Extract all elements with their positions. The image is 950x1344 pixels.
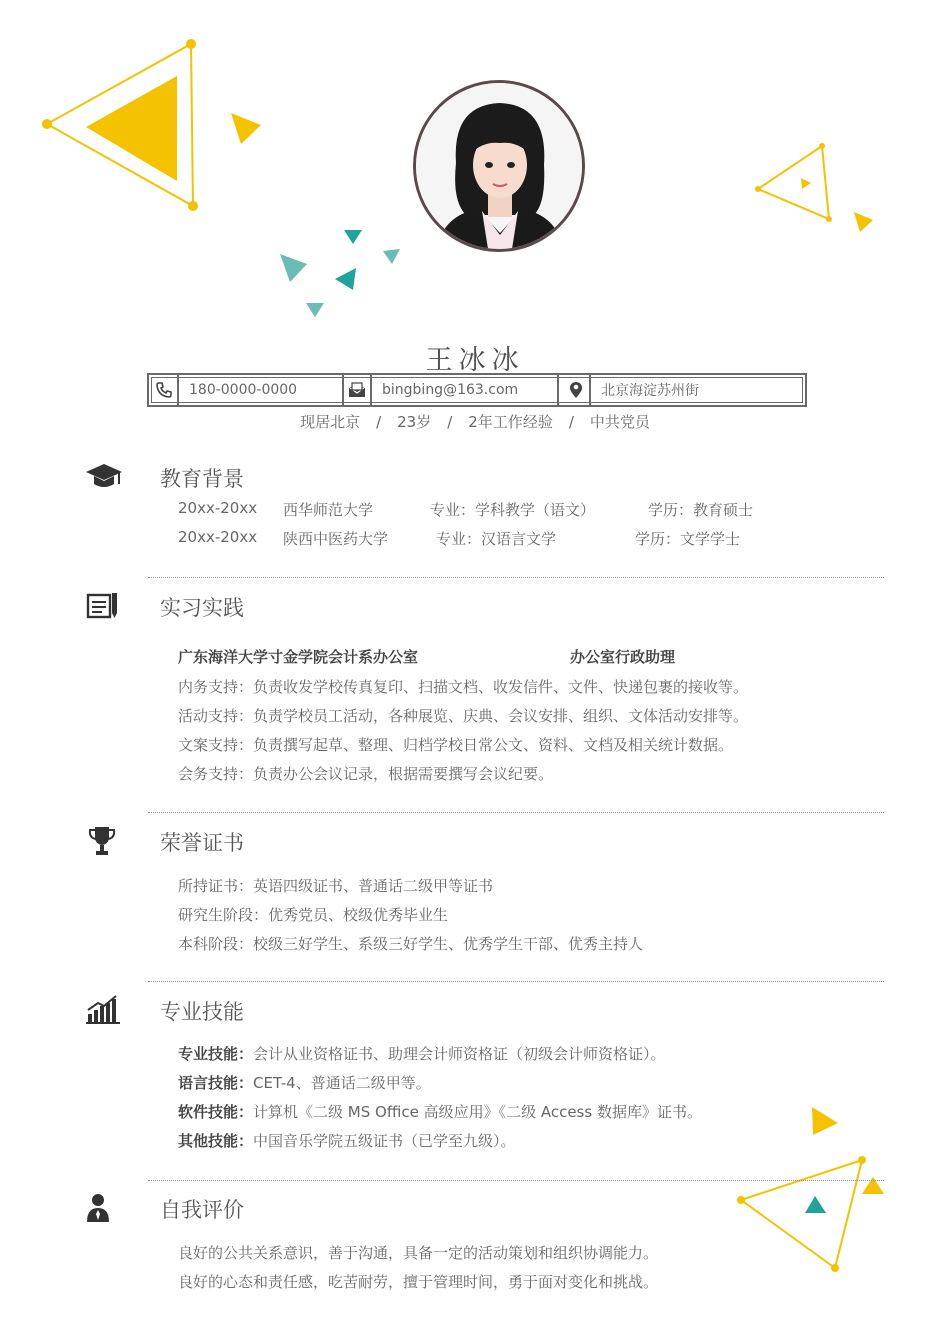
info-age: 23岁	[397, 413, 432, 431]
info-experience: 2年工作经验	[468, 413, 553, 431]
phone-cell	[151, 375, 297, 405]
skill-text: 计算机《二级 MS Office 高级应用》《二级 Access 数据库》证书。	[253, 1103, 702, 1121]
skill-label: 软件技能：	[178, 1103, 254, 1121]
address-cell	[563, 375, 699, 405]
internship-item: 文案支持：负责撰写起草、整理、归档学校日常公文、资料、文档及相关统计数据。	[178, 736, 734, 754]
internship-item: 会务支持：负责办公会议记录，根据需要撰写会议纪要。	[178, 765, 554, 783]
internship-item: 活动支持：负责学校员工活动，各种展览、庆典、会议安排、组织、文体活动安排等。	[178, 707, 749, 725]
section-title-honors: 荣誉证书	[160, 831, 244, 855]
section-divider	[148, 812, 884, 813]
yellow-filled-triangle	[86, 76, 177, 181]
section-divider	[148, 981, 884, 982]
skill-item	[178, 1072, 431, 1093]
section-title-self-evaluation: 自我评价	[160, 1198, 244, 1222]
honor-item: 本科阶段：校级三好学生、系级三好学生、优秀学生干部、优秀主持人	[178, 935, 644, 953]
edu-degree-1: 学历：教育硕士	[648, 501, 754, 519]
section-title-internship: 实习实践	[160, 596, 244, 620]
edu-school-2: 陕西中医药大学	[283, 530, 389, 548]
section-title-education: 教育背景	[160, 467, 244, 491]
honor-item: 研究生阶段：优秀党员、校级优秀毕业生	[178, 906, 449, 924]
email-address: bingbing@163.com	[382, 382, 519, 398]
section-divider	[148, 1180, 884, 1181]
notebook-pen-icon	[86, 591, 120, 623]
basic-info-line: 现居北京 / 23岁 / 2年工作经验 / 中共党员	[300, 413, 650, 431]
trophy-icon	[86, 825, 120, 857]
candidate-name: 王冰冰	[425, 345, 525, 376]
location-pin-icon	[563, 375, 591, 405]
internship-item: 内务支持：负责收发学校传真复印、扫描文档、收发信件、文件、快递包裹的接收等。	[178, 678, 749, 696]
internship-organization: 广东海洋大学寸金学院会计系办公室	[178, 648, 419, 666]
graduation-cap-icon	[86, 462, 120, 494]
info-residence: 现居北京	[300, 413, 361, 431]
skill-text: 会计从业资格证书、助理会计师资格证（初级会计师资格证）。	[253, 1045, 666, 1063]
skill-label: 专业技能：	[178, 1045, 254, 1063]
skill-text: 中国音乐学院五级证书（已学至九级）。	[253, 1132, 516, 1150]
skill-text: CET-4、普通话二级甲等。	[253, 1074, 431, 1092]
section-divider	[148, 577, 884, 578]
envelope-icon	[344, 375, 372, 405]
edu-period-2: 20xx-20xx	[178, 528, 258, 546]
skill-item	[178, 1101, 702, 1122]
growth-chart-icon	[86, 994, 120, 1026]
edu-major-2: 专业：汉语言文学	[436, 530, 557, 548]
profile-photo	[413, 80, 585, 252]
internship-position: 办公室行政助理	[570, 648, 676, 666]
email-cell	[344, 375, 518, 405]
skill-label: 其他技能：	[178, 1132, 254, 1150]
teal-triangle	[344, 230, 362, 244]
section-title-skills: 专业技能	[160, 1000, 244, 1024]
honor-item: 所持证书：英语四级证书、普通话二级甲等证书	[178, 877, 494, 895]
skill-item	[178, 1130, 516, 1151]
self-evaluation-item: 良好的心态和责任感，吃苦耐劳，擅于管理时间，勇于面对变化和挑战。	[178, 1273, 659, 1291]
contact-bar	[147, 373, 807, 407]
edu-major-1: 专业：学科教学（语文）	[430, 501, 596, 519]
address-text: 北京海淀苏州街	[601, 383, 699, 399]
info-political-status: 中共党员	[589, 413, 650, 431]
phone-icon	[151, 375, 179, 405]
person-icon	[86, 1193, 120, 1225]
edu-period-1: 20xx-20xx	[178, 499, 258, 517]
skill-label: 语言技能：	[178, 1074, 254, 1092]
skill-item	[178, 1043, 666, 1064]
edu-degree-2: 学历：文学学士	[635, 530, 741, 548]
self-evaluation-item: 良好的公共关系意识，善于沟通，具备一定的活动策划和组织协调能力。	[178, 1244, 659, 1262]
edu-school-1: 西华师范大学	[283, 501, 374, 519]
phone-number: 180-0000-0000	[189, 382, 298, 398]
